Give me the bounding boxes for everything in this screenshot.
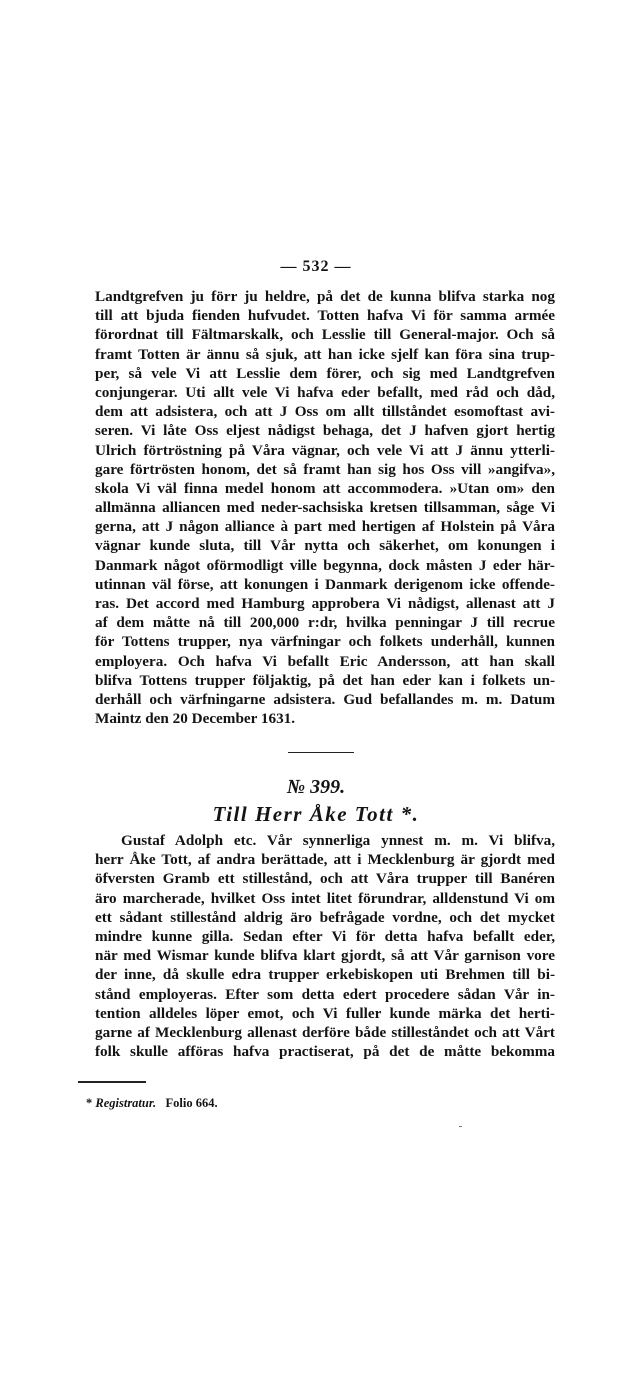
text-line: framt Totten är ännu så sjuk, att han icke sjelf kan föra sina trup- — [95, 345, 555, 363]
text-line: seren. Vi låte Oss eljest nådigst behaga, det J hafven gjort hertig — [95, 422, 555, 440]
text-line: äro marcherade, hvilket Oss intet litet förundrar, alldenstund Vi om — [95, 889, 555, 907]
text-line: Ulrich förtröstning på Våra vägnar, och vele Vi att J ännu ytterli- — [95, 441, 555, 459]
text-line: dem att adsistera, och att J Oss om allt tillståndet esomoftast avi- — [95, 403, 555, 421]
letter-number: № 399. — [286, 776, 346, 798]
text-line: utinnan väl förse, att konungen i Danmark derigenom icke offende- — [95, 575, 555, 593]
text-line: förordnat till Fältmarskalk, och Lesslie till General-major. Och så — [95, 326, 555, 344]
text-line-date: Maintz den 20 December 1631. — [95, 710, 296, 728]
text-line: vägnar kunde sluta, till Vår nytta och säkerhet, om konungen i — [95, 537, 555, 555]
text-line: per, så vele Vi att Lesslie dem förer, och sig med Landtgrefven — [95, 364, 555, 382]
text-line: ett sådant stillestånd aldrig äro befrågade vordne, och det mycket — [95, 908, 555, 926]
page-number: — 532 — — [280, 258, 352, 275]
text-line: till att bjuda fienden hufvudet. Totten hafva Vi för samma armée — [95, 307, 555, 325]
footnote — [86, 1096, 218, 1111]
footnote-source: Registratur. — [95, 1096, 157, 1110]
text-line: gerna, att J någon alliance à part med hertigen af Holstein på Våra — [95, 518, 555, 536]
text-line: blifva Tottens trupper följaktig, på det han eder kan i folkets un- — [95, 671, 555, 689]
text-line: gare förtrösten honom, det så framt han sig hos Oss vill »angifva», — [95, 460, 555, 478]
text-line: Gustaf Adolph etc. Vår synnerliga ynnest m. m. Vi blifva, — [121, 832, 555, 849]
footnote-rule — [78, 1081, 146, 1083]
text-line: Landtgrefven ju förr ju heldre, på det de kunna blifva starka nog — [95, 288, 555, 305]
text-line: conjungerar. Uti allt vele Vi hafva eder befallt, med råd och dåd, — [95, 383, 555, 401]
footnote-marker: * — [86, 1096, 93, 1110]
text-line: herr Åke Tott, af andra berättade, att i Mecklenburg är gjordt med — [95, 851, 555, 869]
text-line: skola Vi väl finna medel honom att accommodera. »Utan om» den — [95, 479, 555, 497]
text-line: garne af Mecklenburg allenast derföre både stilleståndet och att Vårt — [95, 1023, 555, 1041]
text-line: employera. Och hafva Vi befallt Eric Andersson, att han skall — [95, 652, 555, 670]
text-line: derhåll och värfningarne adsistera. Gud befallandes m. m. Datum — [95, 690, 555, 708]
text-line: stånd employeras. Efter som detta edert procedere sådan Vår in- — [95, 985, 555, 1003]
text-line: Danmark något oförmodligt ville begynna, dock måsten J eder här- — [95, 556, 555, 574]
footnote-reference: Folio 664. — [165, 1096, 218, 1110]
text-line: af dem måtte nå till 200,000 r:dr, hvilka penningar J till recrue — [95, 614, 555, 632]
text-line: öfversten Gramb ett stillestånd, och att Våra trupper till Banéren — [95, 870, 555, 888]
text-line: ras. Det accord med Hamburg approbera Vi nådigst, allenast att J — [95, 595, 555, 612]
section-divider — [288, 752, 354, 753]
scan-speck — [459, 1126, 462, 1127]
text-line: der inne, då skulle edra trupper erkebiskopen uti Brehmen till bi- — [95, 966, 555, 984]
text-line: folk skulle afföras hafva practiserat, på det de måtte bekomma — [95, 1043, 555, 1061]
text-line: mindre kunne gilla. Sedan efter Vi för detta hafva befallt eder, — [95, 927, 555, 945]
text-line: tention alldeles löper emot, och Vi fuller kunde märka det herti- — [95, 1004, 555, 1022]
letter-title: Till Herr Åke Tott *. — [212, 802, 420, 826]
text-line: för Tottens trupper, nya värfningar och folkets underhåll, kunnen — [95, 633, 555, 651]
text-line: när med Wismar kunde blifva klart gjordt, så att Vår garnison vore — [95, 947, 555, 965]
text-line: allmänna alliancen med neder-sachsiska kretsen tillsamman, såge Vi — [95, 499, 555, 517]
letter-body-text — [95, 831, 555, 1061]
letter-continuation-text — [95, 287, 555, 728]
